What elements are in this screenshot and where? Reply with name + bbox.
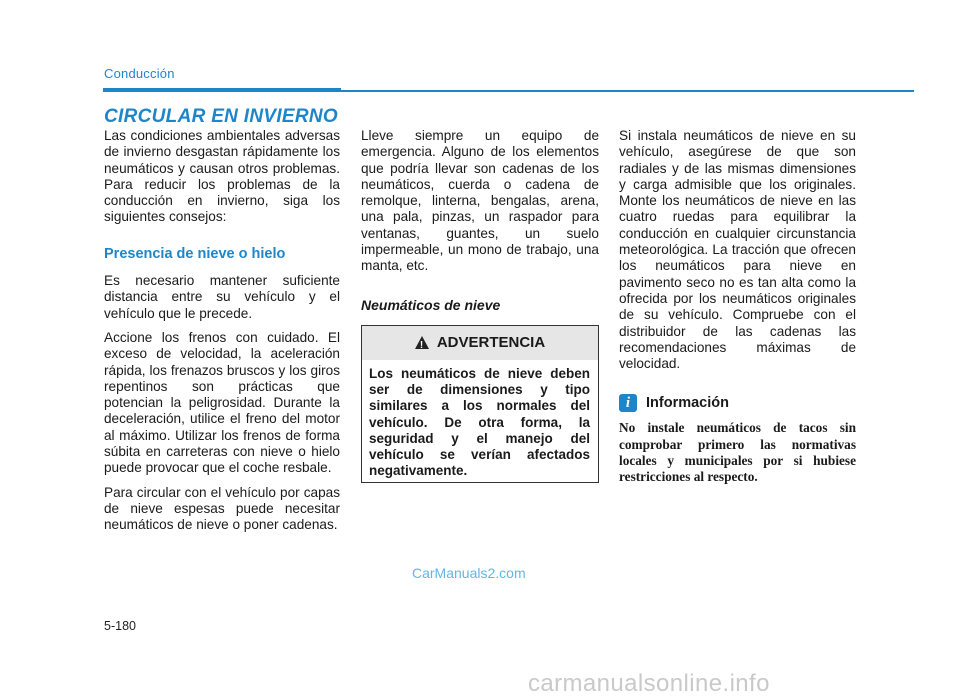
warning-title: ADVERTENCIA	[436, 333, 546, 351]
column-1	[104, 128, 340, 542]
page-number: 5-180	[104, 619, 136, 633]
warning-box	[361, 325, 599, 483]
emergency-kit-paragraph: Lleve siempre un equipo de emergencia. Alguno de los elementos que podría llevar son cadenas de los neumáticos, cuerda o cadena de remolque, linterna, bengalas, arena, una pala, pinzas, un raspador para ventanas, guantes, un suelo impermeable, un mono de trabajo, una manta, etc.	[361, 128, 599, 274]
snow-tires-heading: Neumáticos de nieve	[361, 296, 501, 313]
watermark-link[interactable]: CarManuals2.com	[412, 565, 526, 581]
header-rule-thin	[341, 90, 914, 92]
warning-triangle-icon: !	[415, 336, 429, 349]
column-3	[619, 128, 856, 486]
info-icon: i	[619, 394, 637, 412]
chains-paragraph: Para circular con el vehículo por capas de nieve espesas puede necesitar neumáticos de nieve o poner cadenas.	[104, 484, 340, 533]
info-title: Información	[646, 395, 729, 412]
info-header	[619, 394, 856, 412]
intro-paragraph: Las condiciones ambientales adversas de invierno desgastan rápidamente los neumáticos y causan otros problemas. Para reducir los problemas de la conducción en invierno, siga los siguientes consejos:	[104, 128, 340, 225]
header-rule-thick	[103, 88, 341, 92]
brakes-paragraph: Accione los frenos con cuidado. El exceso de velocidad, la aceleración rápida, los frenazos bruscos y los giros repentinos son prácticas que potencian la peligrosidad. Durante la deceleración, utilice el freno del motor al máximo. Utilizar los frenos de forma súbita en carreteras con nieve o hielo puede provocar que el coche resbale.	[104, 329, 340, 476]
section-label: Conducción	[104, 66, 175, 81]
distance-paragraph: Es necesario mantener suficiente distancia entre su vehículo y el vehículo que le precede.	[104, 273, 340, 321]
warning-text: Los neumáticos de nieve deben ser de dimensiones y tipo similares a los normales del vehículo. De otra forma, la seguridad y el manejo del vehículo se verían afectados negativamente.	[369, 365, 590, 479]
page-title: CIRCULAR EN INVIERNO	[104, 106, 339, 127]
column-2	[361, 128, 599, 483]
snow-tire-install-paragraph: Si instala neumáticos de nieve en su vehículo, asegúrese de que son radiales y de las mismas dimensiones y carga admisible que los originales. Monte los neumáticos de nieve en las cuatro ruedas para equilibrar la conducción en cualquier circunstancia meteorológica. La tracción que ofrecen los neumáticos para nieve en pavimento seco no es tan alta como la ofrecida por los neumáticos originales de su vehículo. Compruebe con el distribuidor de las cadenas las recomendaciones máximas de velocidad.	[619, 128, 856, 372]
snow-ice-heading: Presencia de nieve o hielo	[104, 245, 286, 262]
footer-watermark: carmanualsonline.info	[528, 670, 770, 697]
info-text: No instale neumáticos de tacos sin comprobar primero las normativas locales y municipales por si hubiese restricciones al respecto.	[619, 420, 856, 485]
warning-header	[362, 326, 598, 360]
